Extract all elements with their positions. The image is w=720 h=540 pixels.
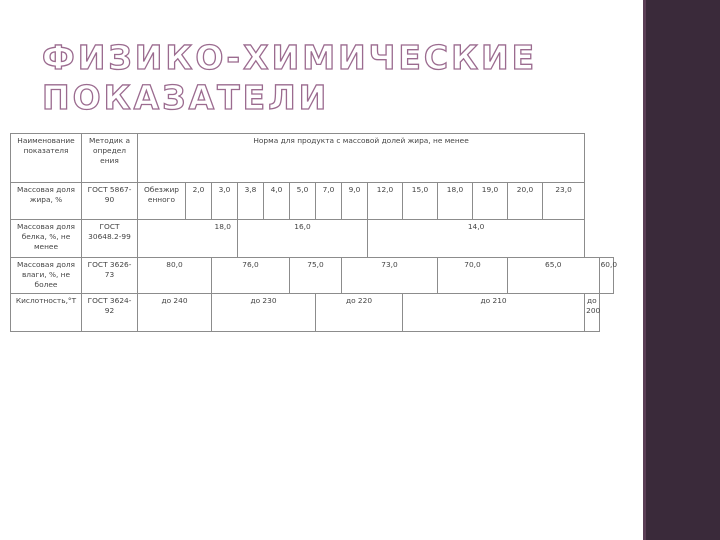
fat-value: 3,0 bbox=[212, 183, 238, 220]
moisture-row bbox=[11, 258, 614, 294]
header-norm: Норма для продукта с массовой долей жира, не менее bbox=[138, 134, 585, 183]
fat-name: Массовая доля жира, % bbox=[11, 183, 82, 220]
fat-value: 19,0 bbox=[473, 183, 508, 220]
physicochemical-table bbox=[10, 133, 618, 332]
protein-value: 18,0 bbox=[138, 220, 238, 258]
header-method: Методик а определ ения bbox=[82, 134, 138, 183]
protein-method: ГОСТ 30648.2-99 bbox=[82, 220, 138, 258]
fat-row bbox=[11, 183, 614, 220]
acidity-value: до 210 bbox=[403, 294, 585, 332]
acidity-method: ГОСТ 3624-92 bbox=[82, 294, 138, 332]
protein-value: 14,0 bbox=[368, 220, 585, 258]
fat-value: 20,0 bbox=[508, 183, 543, 220]
moisture-value: 76,0 bbox=[212, 258, 290, 294]
title-line-1: ФИЗИКО-ХИМИЧЕСКИЕ bbox=[42, 38, 538, 77]
protein-name: Массовая доля белка, %, не менее bbox=[11, 220, 82, 258]
acidity-name: Кислотность,°Т bbox=[11, 294, 82, 332]
moisture-value: 60,0 bbox=[599, 258, 613, 294]
slide-title bbox=[42, 38, 537, 118]
acidity-value: до 230 bbox=[212, 294, 316, 332]
title-line-2: ПОКАЗАТЕЛИ bbox=[42, 78, 330, 117]
moisture-value: 75,0 bbox=[290, 258, 342, 294]
fat-value: 3,8 bbox=[238, 183, 264, 220]
header-name: Наименование показателя bbox=[11, 134, 82, 183]
moisture-method: ГОСТ 3626-73 bbox=[82, 258, 138, 294]
acidity-row bbox=[11, 294, 614, 332]
moisture-value: 73,0 bbox=[342, 258, 438, 294]
fat-value: 15,0 bbox=[403, 183, 438, 220]
fat-method: ГОСТ 5867-90 bbox=[82, 183, 138, 220]
moisture-value: 65,0 bbox=[508, 258, 600, 294]
acidity-value: до 200 bbox=[585, 294, 599, 332]
side-decoration-accent bbox=[643, 0, 646, 540]
fat-value: 4,0 bbox=[264, 183, 290, 220]
fat-value: 12,0 bbox=[368, 183, 403, 220]
fat-value: 2,0 bbox=[186, 183, 212, 220]
fat-value: 23,0 bbox=[543, 183, 585, 220]
fat-skim: Обезжир енного bbox=[138, 183, 186, 220]
fat-value: 9,0 bbox=[342, 183, 368, 220]
side-decoration-bar bbox=[643, 0, 720, 540]
fat-value: 18,0 bbox=[438, 183, 473, 220]
fat-value: 5,0 bbox=[290, 183, 316, 220]
protein-value: 16,0 bbox=[238, 220, 368, 258]
header-row bbox=[11, 134, 614, 183]
protein-row bbox=[11, 220, 614, 258]
moisture-value: 80,0 bbox=[138, 258, 212, 294]
acidity-value: до 240 bbox=[138, 294, 212, 332]
moisture-value: 70,0 bbox=[438, 258, 508, 294]
acidity-value: до 220 bbox=[316, 294, 403, 332]
fat-value: 7,0 bbox=[316, 183, 342, 220]
moisture-name: Массовая доля влаги, %, не более bbox=[11, 258, 82, 294]
